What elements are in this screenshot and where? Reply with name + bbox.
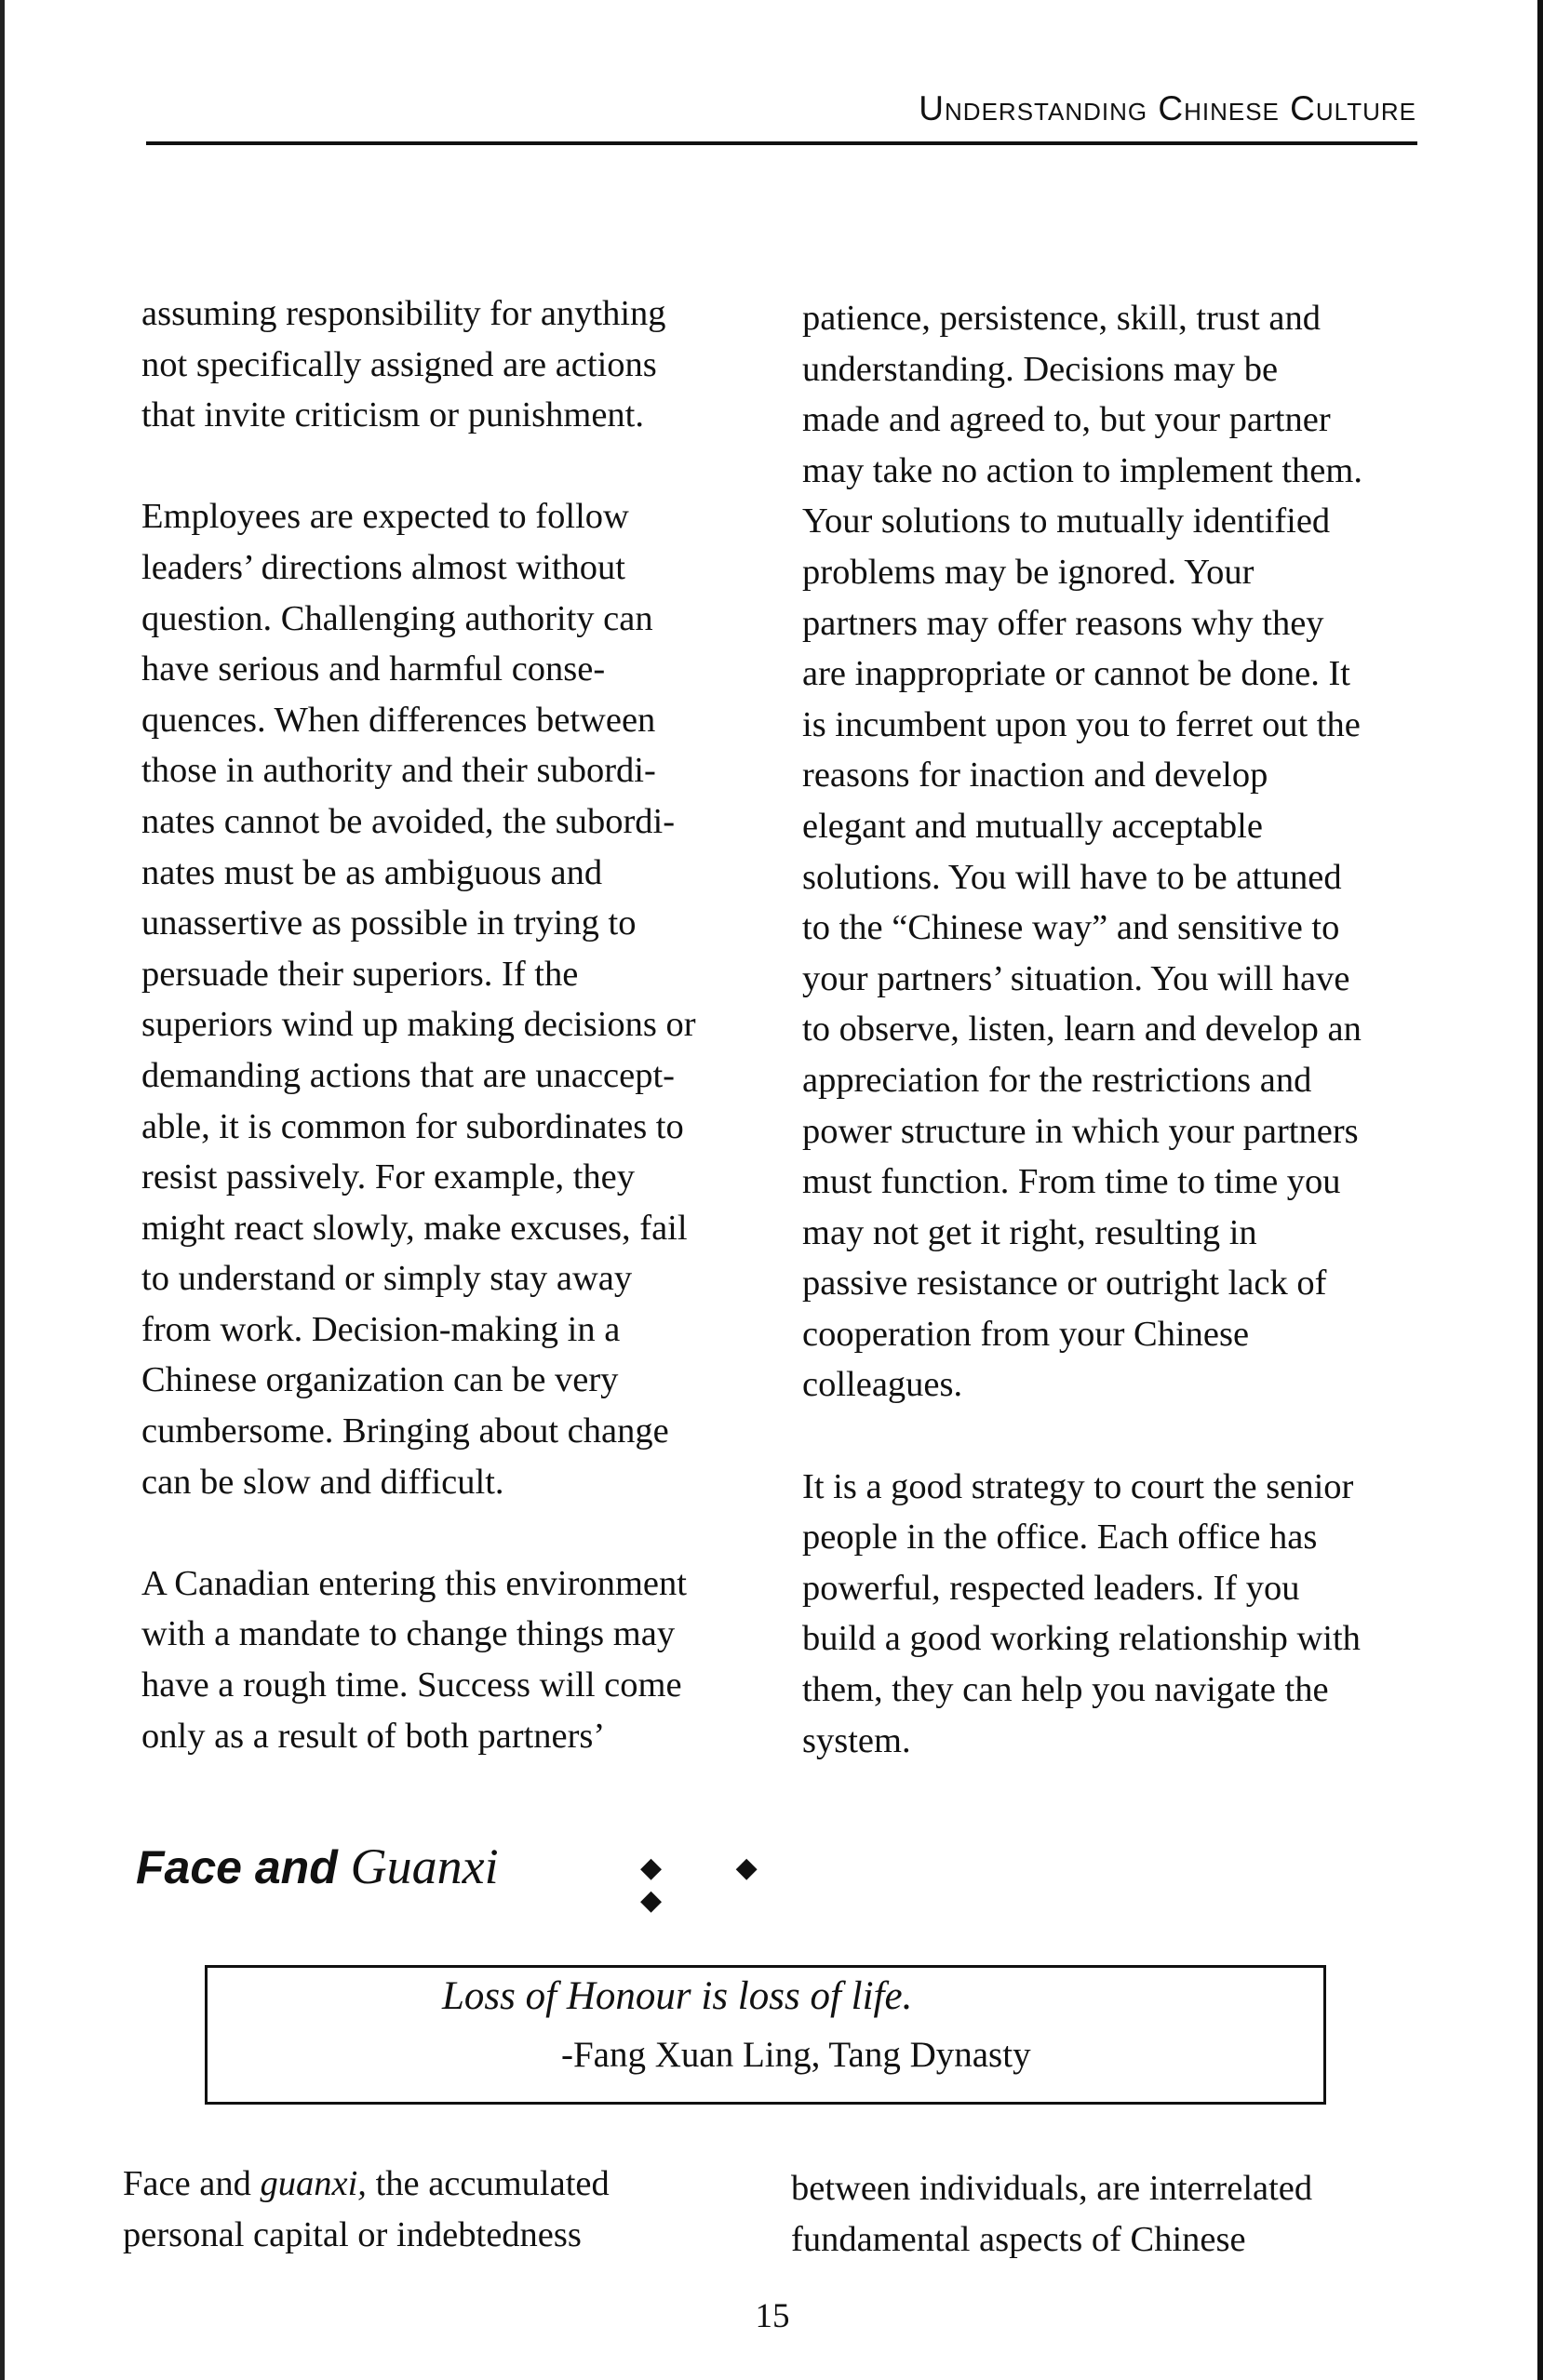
page-number: 15 [755,2297,790,2335]
running-header: Understanding Chinese Culture [919,89,1416,127]
left-paragraph-1 [141,288,774,441]
text-line: fundamental aspects of Chinese [791,2220,1246,2259]
text-line: may not get it right, resulting in [802,1212,1257,1252]
left-column [141,288,774,1761]
quote-attribution: -Fang Xuan Ling, Tang Dynasty [561,2035,1031,2075]
text-line: unassertive as possible in trying to [141,903,637,943]
text-line: only as a result of both partners’ [141,1716,606,1756]
text-line: understanding. Decisions may be [802,349,1279,389]
text-line: cooperation from your Chinese [802,1314,1250,1354]
text-line: have serious and harmful conse- [141,649,606,689]
text-line: are inappropriate or cannot be done. It [802,654,1351,694]
text-line: A Canadian entering this environment [141,1563,687,1603]
text-line: have a rough time. Success will come [141,1665,682,1705]
text-line: assuming responsibility for anything [141,294,666,333]
text-line: not specifically assigned are actions [141,344,657,384]
text-line: from work. Decision-making in a [141,1309,621,1349]
text-line: nates cannot be avoided, the subordi- [141,801,676,841]
text-line: cumbersome. Bringing about change [141,1411,669,1451]
text-line: made and agreed to, but your partner [802,400,1331,440]
text-line: may take no action to implement them. [802,450,1362,490]
diamond-ornament-icons: ◆ ◆ ◆ [640,1852,791,1916]
text-line: problems may be ignored. Your [802,552,1255,592]
text-line: able, it is common for subordinates to [141,1106,684,1146]
text-line: Your solutions to mutually identified [802,501,1331,542]
text-line: can be slow and difficult. [141,1462,504,1502]
text-line: nates must be as ambiguous and [141,852,603,892]
text-segment: the accumulated [366,2164,610,2203]
text-line: It is a good strategy to court the senior [802,1466,1354,1506]
text-line: power structure in which your partners [802,1111,1359,1151]
right-paragraph-2 [802,1462,1435,1767]
text-line: between individuals, are interrelated [791,2169,1313,2208]
right-paragraph-1 [802,293,1435,1411]
text-line: personal capital or indebtedness [123,2215,582,2254]
header-rule [146,141,1417,145]
text-line: to the “Chinese way” and sensitive to [802,908,1340,948]
text-line: Chinese organization can be very [141,1360,619,1400]
scan-left-edge [0,0,5,2380]
term-guanxi: guanxi, [260,2164,367,2203]
text-line: system. [802,1720,911,1760]
scan-right-edge [1537,0,1543,2380]
text-line: people in the office. Each office has [802,1518,1318,1558]
text-line: solutions. You will have to be attuned [802,857,1342,897]
right-column [802,293,1435,1766]
text-line: with a mandate to change things may [141,1614,676,1654]
text-line: that invite criticism or punishment. [141,395,644,435]
text-line: is incumbent upon you to ferret out the [802,704,1361,744]
text-line: might react slowly, make excuses, fail [141,1208,688,1248]
text-line: powerful, respected leaders. If you [802,1568,1300,1608]
text-line: leaders’ directions almost without [141,547,625,587]
text-line: demanding actions that are unaccept- [141,1055,675,1095]
text-line: to understand or simply stay away [141,1259,633,1299]
text-line [123,2159,610,2210]
text-line: your partners’ situation. You will have [802,958,1350,998]
bottom-left-column [123,2159,610,2261]
text-line: quences. When differences between [141,700,656,740]
text-line: question. Challenging authority can [141,598,653,638]
text-line: reasons for inaction and develop [802,755,1268,796]
quote-text: Loss of Honour is loss of life. [442,1974,913,2018]
left-paragraph-2 [141,491,774,1507]
text-line: build a good working relationship with [802,1619,1361,1659]
text-line: resist passively. For example, they [141,1157,635,1197]
text-line: passive resistance or outright lack of [802,1264,1327,1304]
section-heading [136,1838,499,1895]
text-line: to observe, listen, learn and develop an [802,1009,1362,1050]
text-line: appreciation for the restrictions and [802,1060,1312,1100]
section-heading-prefix: Face and [136,1841,351,1893]
text-line: those in authority and their subordi- [141,751,656,791]
text-line: must function. From time to time you [802,1162,1341,1202]
text-line: colleagues. [802,1365,963,1405]
bottom-right-column [791,2163,1312,2266]
text-line: superiors wind up making decisions or [141,1005,696,1045]
text-line: partners may offer reasons why they [802,603,1324,643]
text-segment: Face and [123,2164,261,2203]
text-line: patience, persistence, skill, trust and [802,299,1322,338]
text-line: elegant and mutually acceptable [802,806,1263,846]
text-line: Employees are expected to follow [141,497,629,537]
left-paragraph-3 [141,1558,774,1761]
text-line: them, they can help you navigate the [802,1670,1329,1710]
text-line: persuade their superiors. If the [141,954,579,994]
section-heading-script: Guanxi [350,1838,499,1894]
